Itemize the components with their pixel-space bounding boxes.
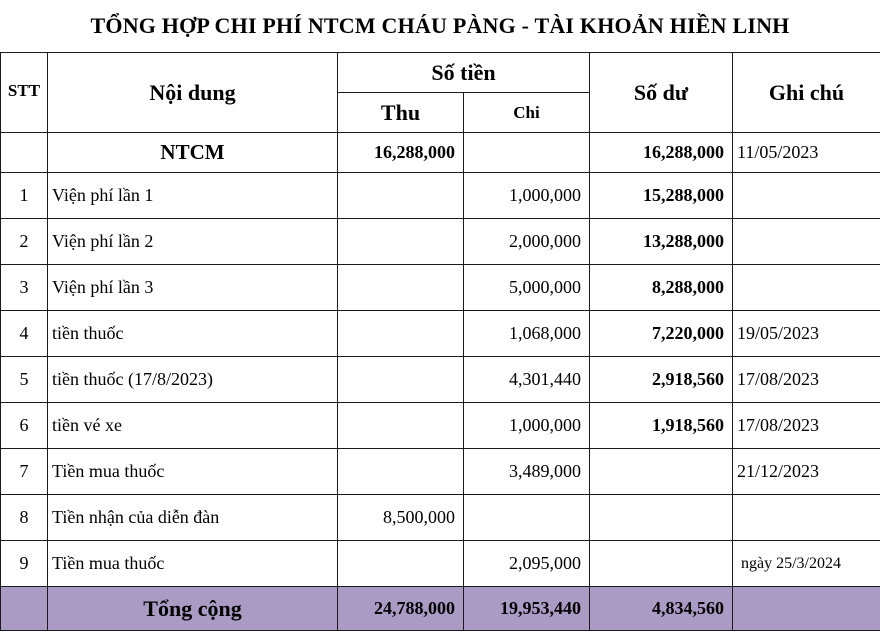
- cell-so-du[interactable]: 13,288,000: [590, 219, 733, 265]
- header-stt[interactable]: STT: [1, 53, 48, 133]
- cell-stt[interactable]: 3: [1, 265, 48, 311]
- cell-noi-dung[interactable]: Tiền mua thuốc: [48, 541, 338, 587]
- cell-noi-dung[interactable]: tiền vé xe: [48, 403, 338, 449]
- cell-stt[interactable]: 7: [1, 449, 48, 495]
- table-row: [1, 541, 880, 587]
- cell-chi[interactable]: [464, 133, 590, 173]
- header-noi-dung[interactable]: Nội dung: [48, 53, 338, 133]
- cell-so-du[interactable]: 8,288,000: [590, 265, 733, 311]
- table-row: [1, 173, 880, 219]
- cell-chi[interactable]: 4,301,440: [464, 357, 590, 403]
- cell-stt[interactable]: [1, 587, 48, 631]
- table-row: [1, 449, 880, 495]
- cell-thu[interactable]: [338, 173, 464, 219]
- header-ghi-chu[interactable]: Ghi chú: [733, 53, 880, 133]
- cell-chi[interactable]: 3,489,000: [464, 449, 590, 495]
- cell-ghi-chu[interactable]: 11/05/2023: [733, 133, 880, 173]
- cell-so-du[interactable]: 7,220,000: [590, 311, 733, 357]
- cell-chi[interactable]: 2,000,000: [464, 219, 590, 265]
- cell-chi[interactable]: 2,095,000: [464, 541, 590, 587]
- header-so-tien[interactable]: Số tiền: [338, 53, 590, 93]
- cell-thu[interactable]: [338, 403, 464, 449]
- total-row: [1, 587, 880, 631]
- cell-chi[interactable]: [464, 495, 590, 541]
- cell-thu[interactable]: 16,288,000: [338, 133, 464, 173]
- cell-ghi-chu[interactable]: 21/12/2023: [733, 449, 880, 495]
- cell-noi-dung[interactable]: Viện phí lần 1: [48, 173, 338, 219]
- cell-noi-dung[interactable]: Viện phí lần 3: [48, 265, 338, 311]
- cell-ghi-chu[interactable]: ngày 25/3/2024: [733, 541, 880, 587]
- cell-noi-dung[interactable]: tiền thuốc (17/8/2023): [48, 357, 338, 403]
- total-chi[interactable]: 19,953,440: [464, 587, 590, 631]
- cell-stt[interactable]: 6: [1, 403, 48, 449]
- cell-chi[interactable]: 5,000,000: [464, 265, 590, 311]
- cell-stt[interactable]: 9: [1, 541, 48, 587]
- cell-ghi-chu[interactable]: [733, 495, 880, 541]
- total-label[interactable]: Tổng cộng: [48, 587, 338, 631]
- sheet-title: TỔNG HỢP CHI PHÍ NTCM CHÁU PÀNG - TÀI KHOẢN HIỀN LINH: [90, 13, 790, 38]
- cell-thu[interactable]: [338, 357, 464, 403]
- table-row: [1, 403, 880, 449]
- cell-thu[interactable]: [338, 219, 464, 265]
- cell-stt[interactable]: 5: [1, 357, 48, 403]
- cell-chi[interactable]: 1,000,000: [464, 173, 590, 219]
- total-so-du[interactable]: 4,834,560: [590, 587, 733, 631]
- cell-so-du[interactable]: 2,918,560: [590, 357, 733, 403]
- cell-so-du[interactable]: 16,288,000: [590, 133, 733, 173]
- table-row: [1, 311, 880, 357]
- cell-ghi-chu[interactable]: [733, 219, 880, 265]
- cell-stt[interactable]: 4: [1, 311, 48, 357]
- cell-noi-dung[interactable]: Viện phí lần 2: [48, 219, 338, 265]
- cell-thu[interactable]: [338, 541, 464, 587]
- cell-noi-dung[interactable]: Tiền nhận của diễn đàn: [48, 495, 338, 541]
- cell-stt[interactable]: 1: [1, 173, 48, 219]
- table-row: [1, 495, 880, 541]
- cell-thu[interactable]: [338, 311, 464, 357]
- header-chi[interactable]: Chi: [464, 93, 590, 133]
- cell-ghi-chu[interactable]: [733, 265, 880, 311]
- cell-chi[interactable]: 1,000,000: [464, 403, 590, 449]
- cell-ghi-chu[interactable]: 17/08/2023: [733, 403, 880, 449]
- cell-ghi-chu[interactable]: 17/08/2023: [733, 357, 880, 403]
- cell-ghi-chu[interactable]: [733, 587, 880, 631]
- total-thu[interactable]: 24,788,000: [338, 587, 464, 631]
- cell-stt[interactable]: 8: [1, 495, 48, 541]
- cell-noi-dung[interactable]: Tiền mua thuốc: [48, 449, 338, 495]
- table-row: [1, 219, 880, 265]
- table-row: [1, 357, 880, 403]
- table-row: [1, 265, 880, 311]
- cell-thu[interactable]: [338, 449, 464, 495]
- cell-thu[interactable]: 8,500,000: [338, 495, 464, 541]
- cell-noi-dung[interactable]: tiền thuốc: [48, 311, 338, 357]
- header-so-du[interactable]: Số dư: [590, 53, 733, 133]
- cell-chi[interactable]: 1,068,000: [464, 311, 590, 357]
- cell-ghi-chu[interactable]: [733, 173, 880, 219]
- cell-so-du[interactable]: 15,288,000: [590, 173, 733, 219]
- cell-stt[interactable]: 2: [1, 219, 48, 265]
- header-thu[interactable]: Thu: [338, 93, 464, 133]
- opening-row: [1, 133, 880, 173]
- cell-so-du[interactable]: [590, 495, 733, 541]
- cell-thu[interactable]: [338, 265, 464, 311]
- cell-noi-dung[interactable]: NTCM: [48, 133, 338, 173]
- cell-ghi-chu[interactable]: 19/05/2023: [733, 311, 880, 357]
- cell-so-du[interactable]: 1,918,560: [590, 403, 733, 449]
- cell-so-du[interactable]: [590, 541, 733, 587]
- cell-stt[interactable]: [1, 133, 48, 173]
- expense-table: [0, 52, 880, 631]
- cell-so-du[interactable]: [590, 449, 733, 495]
